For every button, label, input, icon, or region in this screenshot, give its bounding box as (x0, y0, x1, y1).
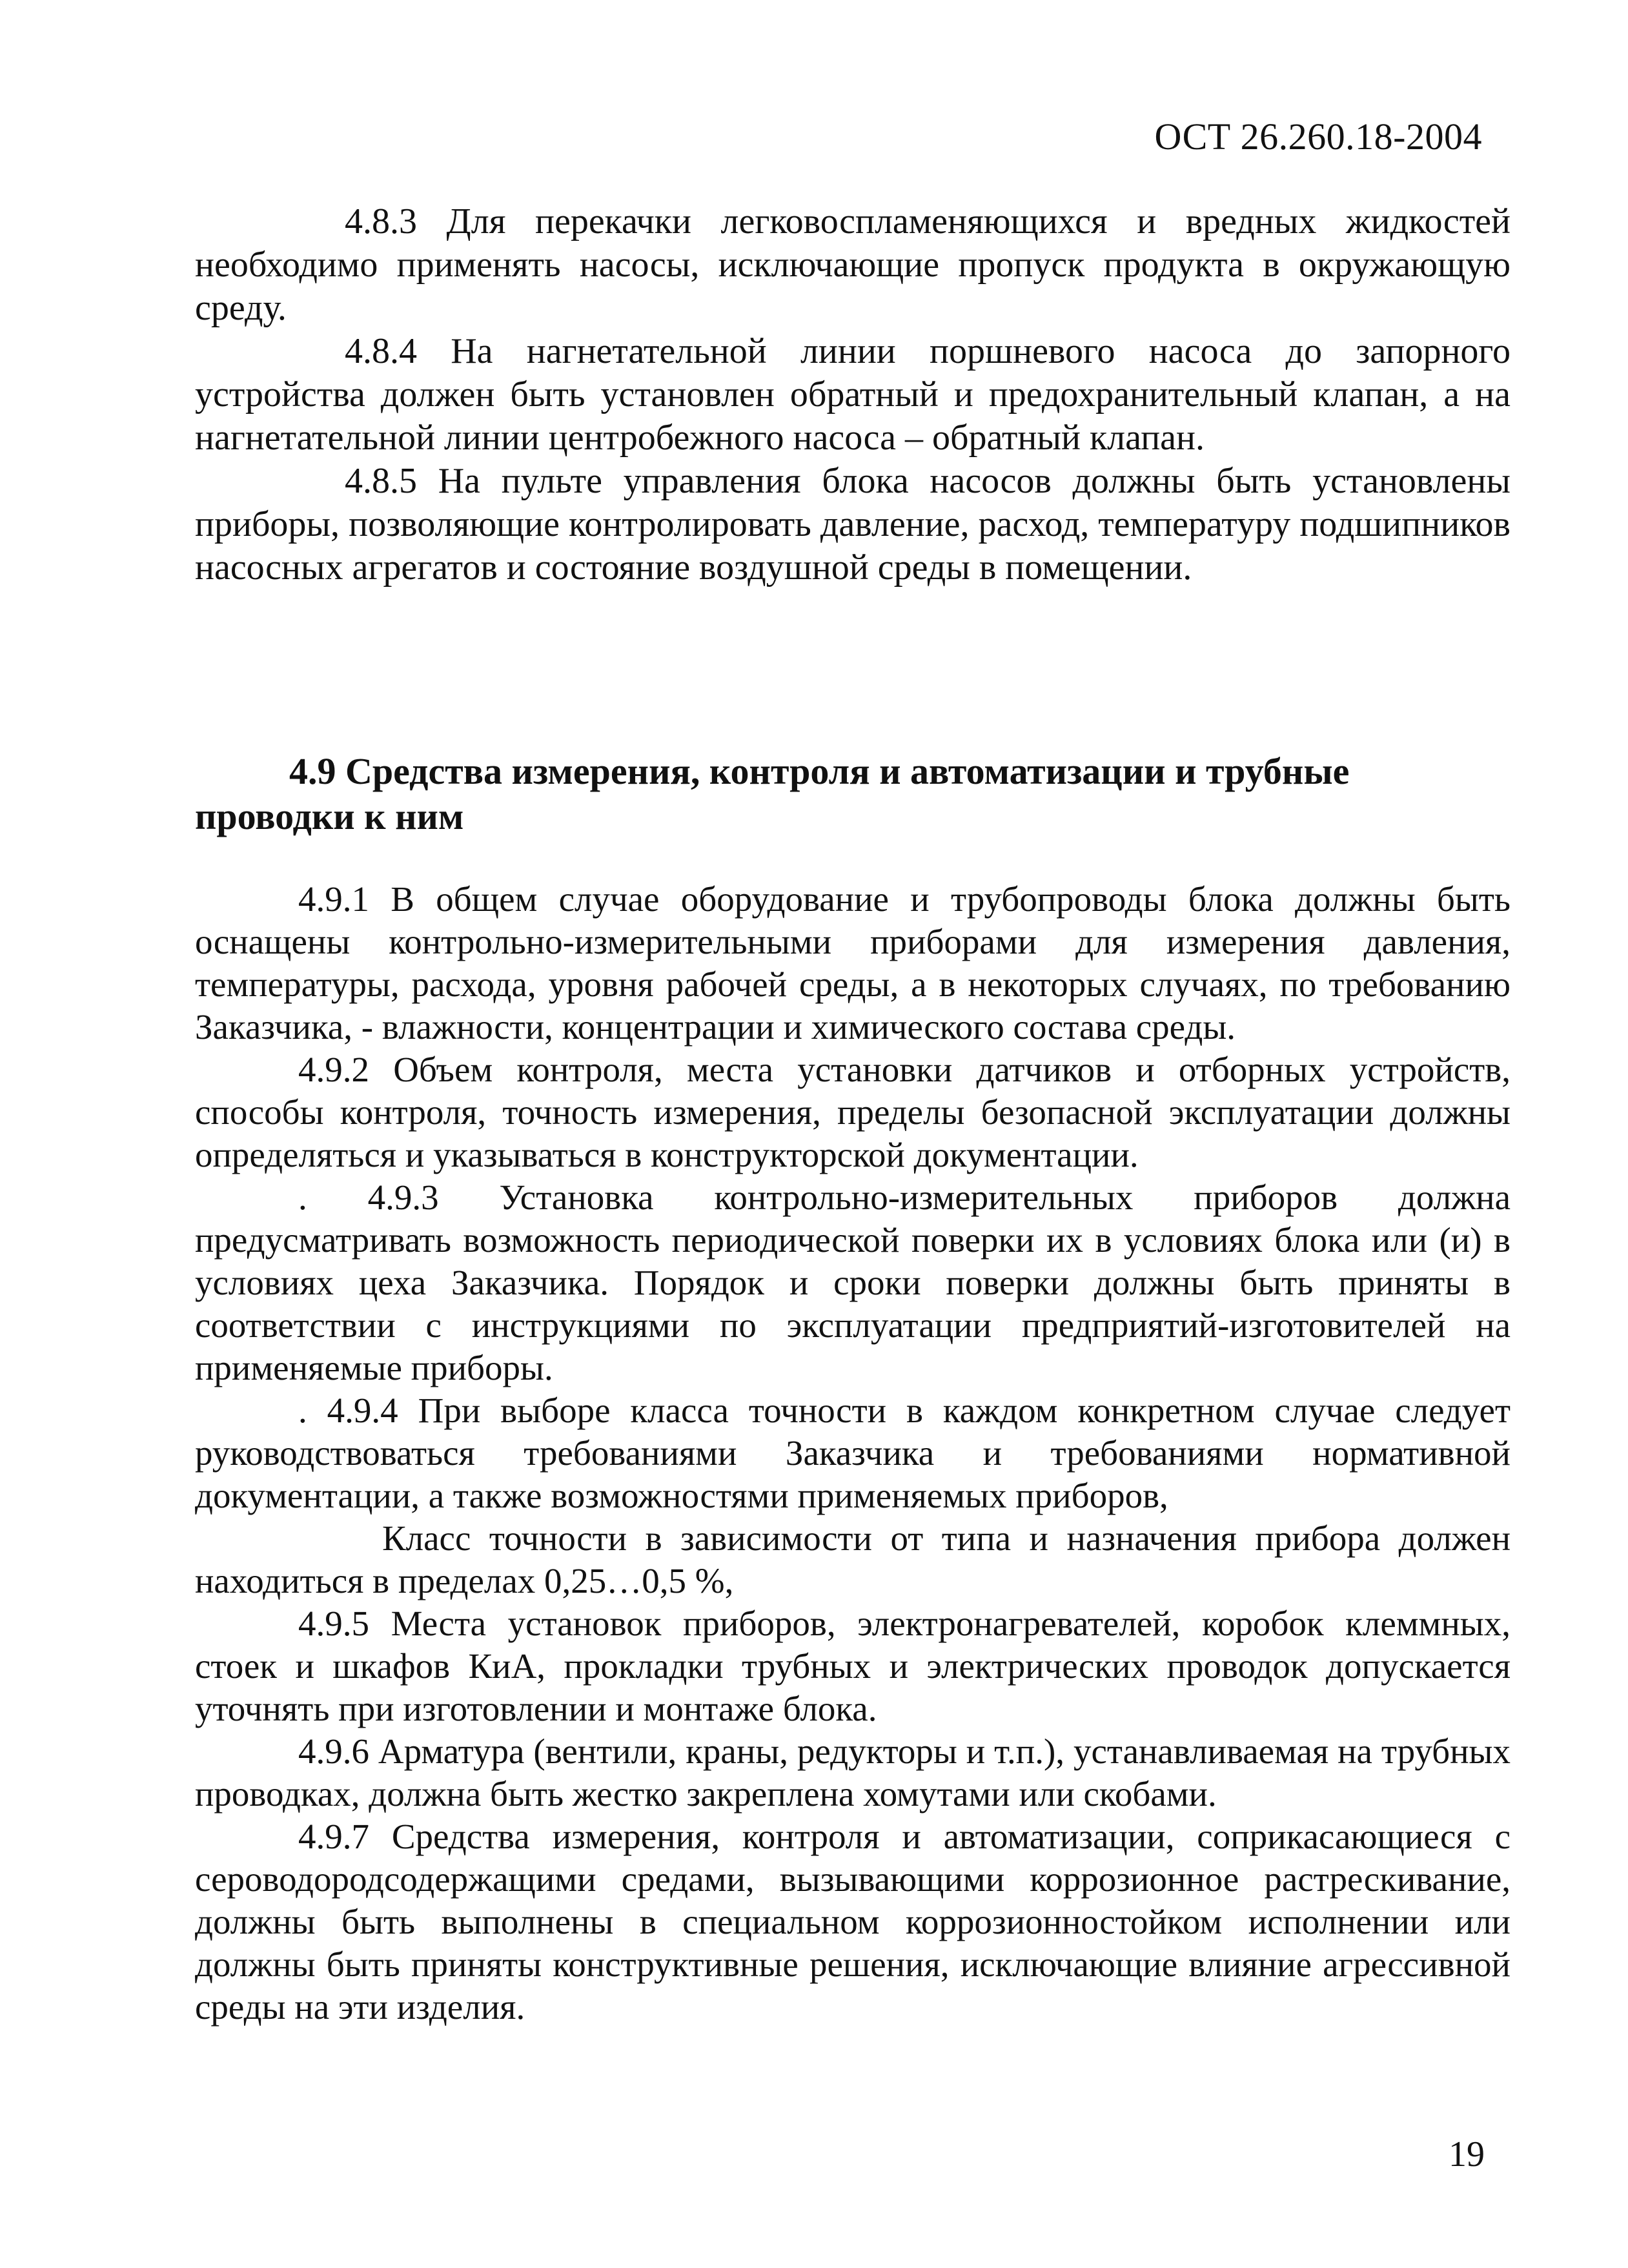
document-code: ОСТ 26.260.18-2004 (1154, 116, 1482, 158)
paragraph-4-9-6: 4.9.6 Арматура (вентили, краны, редукторы и т.п.), устанавливаемая на трубных проводках, должна быть жестко закреплена хомутами или скобами. (195, 1732, 1511, 1813)
page-number: 19 (1449, 2134, 1485, 2174)
paragraph-4-9-7: 4.9.7 Средства измерения, контроля и автоматизации, соприкасающиеся с сероводородсодержащими средами, вызывающими коррозионное растрескивание, должны быть выполнены в специальном коррозионностойком исполнении или должны быть приняты конструктивные решения, исключающие влияние агрессивной среды на эти изделия. (195, 1817, 1511, 2027)
section-4-9-heading: 4.9 Средства измерения, контроля и автоматизации и трубные проводки к ним (195, 750, 1350, 837)
paragraph-4-8-3: 4.8.3 Для перекачки легковоспламеняющихся и вредных жидкостей необходимо применять насосы, исключающие пропуск продукта в окружающую среду. (195, 201, 1511, 328)
paragraph-4-8-5: 4.8.5 На пульте управления блока насосов должны быть установлены приборы, позволяющие контролировать давление, расход, температуру подшипников насосных агрегатов и состояние воздушной среды в помещении. (195, 461, 1511, 587)
paragraph-4-9-2: 4.9.2 Объем контроля, места установки датчиков и отборных устройств, способы контроля, точность измерения, пределы безопасной эксплуатации должны определяться и указываться в конструкторской документации. (195, 1050, 1511, 1174)
paragraph-4-9-3: . 4.9.3 Установка контрольно-измерительных приборов должна предусматривать возможность периодической поверки их в условиях блока или (и) в условиях цеха Заказчика. Порядок и сроки поверки должны быть приняты в соответствии с инструкциями по эксплуатации предприятий-изготовителей на применяемые приборы. (195, 1178, 1511, 1387)
section-4-9-text (195, 878, 1511, 2028)
paragraph-4-9-4: . 4.9.4 При выборе класса точности в каждом конкретном случае следует руководствоваться требованиями Заказчика и требованиями нормативной документации, а также возможностями применяемых приборов, (195, 1391, 1511, 1515)
paragraph-4-8-4: 4.8.4 На нагнетательной линии поршневого насоса до запорного устройства должен быть установлен обратный и предохранительный клапан, а на нагнетательной линии центробежного насоса – обратный клапан. (195, 331, 1511, 458)
paragraph-4-9-1: 4.9.1 В общем случае оборудование и трубопроводы блока должны быть оснащены контрольно-измерительными приборами для измерения давления, температуры, расхода, уровня рабочей среды, а в некоторых случаях, по требованию Заказчика, - влажности, концентрации и химического состава среды. (195, 879, 1511, 1047)
paragraph-accuracy-class: Класс точности в зависимости от типа и назначения прибора должен находиться в пределах 0,25…0,5 %, (195, 1518, 1511, 1600)
section-4-8-text (195, 200, 1511, 589)
paragraph-4-9-5: 4.9.5 Места установок приборов, электронагревателей, коробок клеммных, стоек и шкафов КиА, прокладки трубных и электрических проводок допускается уточнять при изготовлении и монтаже блока. (195, 1604, 1511, 1728)
